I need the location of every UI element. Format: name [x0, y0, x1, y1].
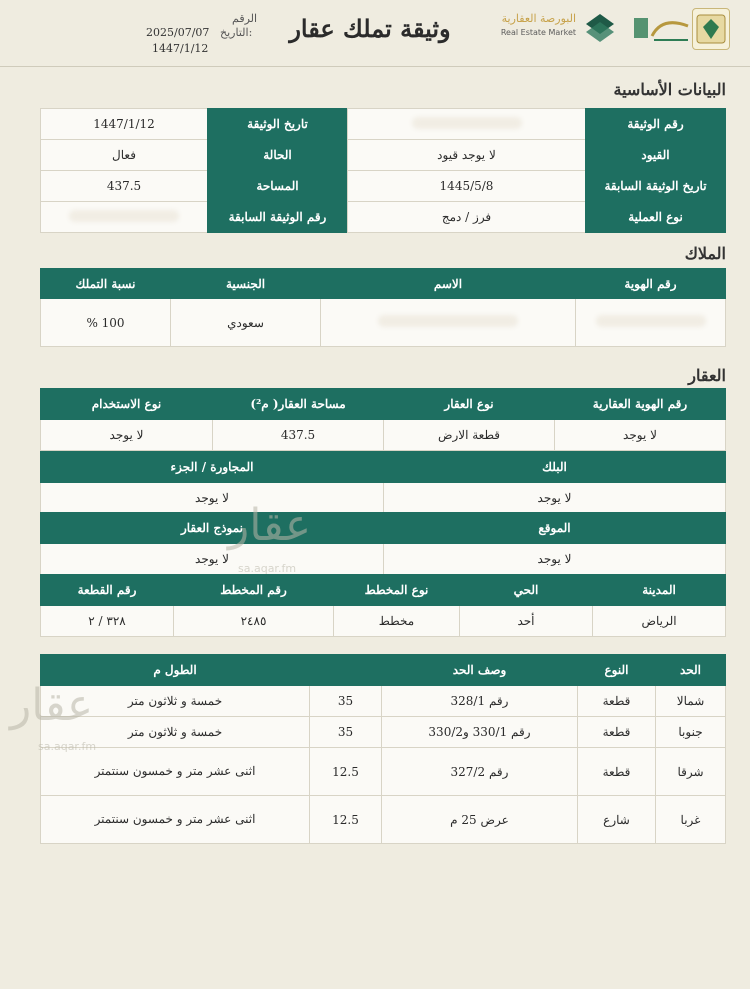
- table-row: [41, 299, 726, 347]
- label-prev-doc-date: تاريخ الوثيقة السابقة: [586, 171, 726, 202]
- boundary-description: عرض 25 م: [382, 796, 578, 844]
- label-status: الحالة: [208, 140, 348, 171]
- col-type: النوع: [578, 655, 656, 686]
- section-property-title: العقار: [688, 366, 726, 385]
- table-row: [41, 748, 726, 796]
- boundary-type: قطعة: [578, 748, 656, 796]
- watermark-url: sa.aqar.fm: [238, 562, 297, 575]
- col-name: الاسم: [321, 269, 576, 299]
- boundaries-table: [40, 654, 726, 844]
- table-row: [41, 202, 726, 233]
- value-doc-number: [348, 109, 586, 140]
- table-header-row: [41, 452, 726, 483]
- boundary-length-text: خمسة و ثلاثون متر: [41, 717, 310, 748]
- boundary-direction: شمالا: [656, 686, 726, 717]
- property-model-value: لا يوجد: [41, 544, 384, 575]
- table-row: [41, 140, 726, 171]
- label-doc-number: رقم الوثيقة: [586, 109, 726, 140]
- col-location: الموقع: [384, 513, 726, 544]
- col-property-type: نوع العقار: [384, 389, 555, 420]
- usage-type: لا يوجد: [41, 420, 213, 451]
- table-row: [41, 483, 726, 514]
- boundary-direction: شرقا: [656, 748, 726, 796]
- owner-id: [576, 299, 726, 347]
- boundary-length-text: خمسة و ثلاثون متر: [41, 686, 310, 717]
- col-length: الطول م: [41, 655, 310, 686]
- value-restrictions: لا يوجد قيود: [348, 140, 586, 171]
- boundary-description: رقم 327/2: [382, 748, 578, 796]
- owner-name: [321, 299, 576, 347]
- boundary-direction: جنوبا: [656, 717, 726, 748]
- number-label: الرقم: [232, 12, 258, 25]
- owner-nationality: سعودي: [171, 299, 321, 347]
- boundary-type: شارع: [578, 796, 656, 844]
- value-area: 437.5: [41, 171, 208, 202]
- emblem-seal-icon: [692, 8, 730, 50]
- value-doc-date: 1447/1/12: [41, 109, 208, 140]
- label-doc-date: تاريخ الوثيقة: [208, 109, 348, 140]
- section-owners-title: الملاك: [684, 244, 726, 263]
- owner-share: 100 %: [41, 299, 171, 347]
- property-type: قطعة الارض: [384, 420, 555, 451]
- col-nationality: الجنسية: [171, 269, 321, 299]
- col-usage-type: نوع الاستخدام: [41, 389, 213, 420]
- table-row: [41, 717, 726, 748]
- col-property-id: رقم الهوية العقارية: [555, 389, 726, 420]
- label-area: المساحة: [208, 171, 348, 202]
- value-prev-doc-date: 1445/5/8: [348, 171, 586, 202]
- col-neighbor-part: المجاورة / الجزء: [41, 452, 384, 483]
- date-gregorian: 2025/07/07: [146, 26, 210, 39]
- col-district: الحي: [460, 575, 593, 606]
- plot-number-value: ٣٢٨ / ٢: [41, 606, 174, 637]
- district-value: أحد: [460, 606, 593, 637]
- watermark-brand-2: عقار: [10, 680, 94, 731]
- property-id: لا يوجد: [555, 420, 726, 451]
- table-row: [41, 544, 726, 575]
- table-row: [41, 606, 726, 637]
- label-prev-doc-number: رقم الوثيقة السابقة: [208, 202, 348, 233]
- label-restrictions: القيود: [586, 140, 726, 171]
- value-operation-type: فرز / دمج: [348, 202, 586, 233]
- block-value: لا يوجد: [384, 483, 726, 514]
- boundary-length: 12.5: [310, 748, 382, 796]
- col-id: رقم الهوية: [576, 269, 726, 299]
- property-table-3: [40, 512, 726, 575]
- date-hijri: 1447/1/12: [152, 42, 209, 55]
- value-prev-doc-number: [41, 202, 208, 233]
- table-header-row: [41, 575, 726, 606]
- boundary-length-text: اثنى عشر متر و خمسون سنتمتر: [41, 748, 310, 796]
- location-value: لا يوجد: [384, 544, 726, 575]
- boundary-length: 12.5: [310, 796, 382, 844]
- real-estate-market-logo: [490, 6, 620, 46]
- col-plan-number: رقم المخطط: [174, 575, 334, 606]
- boundary-description: رقم 330/1 و330/2: [382, 717, 578, 748]
- boundary-length: 35: [310, 686, 382, 717]
- ministry-of-justice-logo: [632, 8, 692, 48]
- neighbor-part-value: لا يوجد: [41, 483, 384, 514]
- boundary-type: قطعة: [578, 717, 656, 748]
- rem-logo-arabic: البورصة العقارية: [501, 12, 576, 25]
- plan-number-value: ٢٤٨٥: [174, 606, 334, 637]
- table-row: [41, 109, 726, 140]
- boundary-direction: غربا: [656, 796, 726, 844]
- watermark-url-2: sa.aqar.fm: [38, 740, 97, 753]
- table-header-row: [41, 269, 726, 299]
- col-plot-number: رقم القطعة: [41, 575, 174, 606]
- col-blank: [310, 655, 382, 686]
- table-row: [41, 420, 726, 451]
- property-table-2: [40, 451, 726, 514]
- property-table-4: [40, 574, 726, 637]
- table-header-row: [41, 513, 726, 544]
- col-block: البلك: [384, 452, 726, 483]
- boundary-length: 35: [310, 717, 382, 748]
- col-direction: الحد: [656, 655, 726, 686]
- date-label: التاريخ:: [220, 26, 253, 39]
- boundary-length-text: اثنى عشر متر و خمسون سنتمتر: [41, 796, 310, 844]
- col-property-model: نموذج العقار: [41, 513, 384, 544]
- basic-data-table: [40, 108, 726, 233]
- col-share: نسبة التملك: [41, 269, 171, 299]
- col-plan-type: نوع المخطط: [334, 575, 460, 606]
- table-header-row: [41, 655, 726, 686]
- boundary-type: قطعة: [578, 686, 656, 717]
- page-title: وثيقة تملك عقار: [289, 14, 451, 43]
- owners-table: [40, 268, 726, 347]
- label-operation-type: نوع العملية: [586, 202, 726, 233]
- col-property-area: مساحة العقار( م²): [213, 389, 384, 420]
- boundary-description: رقم 328/1: [382, 686, 578, 717]
- table-row: [41, 686, 726, 717]
- plan-type-value: مخطط: [334, 606, 460, 637]
- property-table-1: [40, 388, 726, 451]
- col-description: وصف الحد: [382, 655, 578, 686]
- watermark-brand: عقار: [228, 500, 312, 551]
- table-header-row: [41, 389, 726, 420]
- table-row: [41, 171, 726, 202]
- col-city: المدينة: [593, 575, 726, 606]
- section-basic-title: البيانات الأساسية: [613, 80, 726, 99]
- table-row: [41, 796, 726, 844]
- city-value: الرياض: [593, 606, 726, 637]
- value-status: فعال: [41, 140, 208, 171]
- rem-logo-english: Real Estate Market: [500, 28, 576, 37]
- property-area: 437.5: [213, 420, 384, 451]
